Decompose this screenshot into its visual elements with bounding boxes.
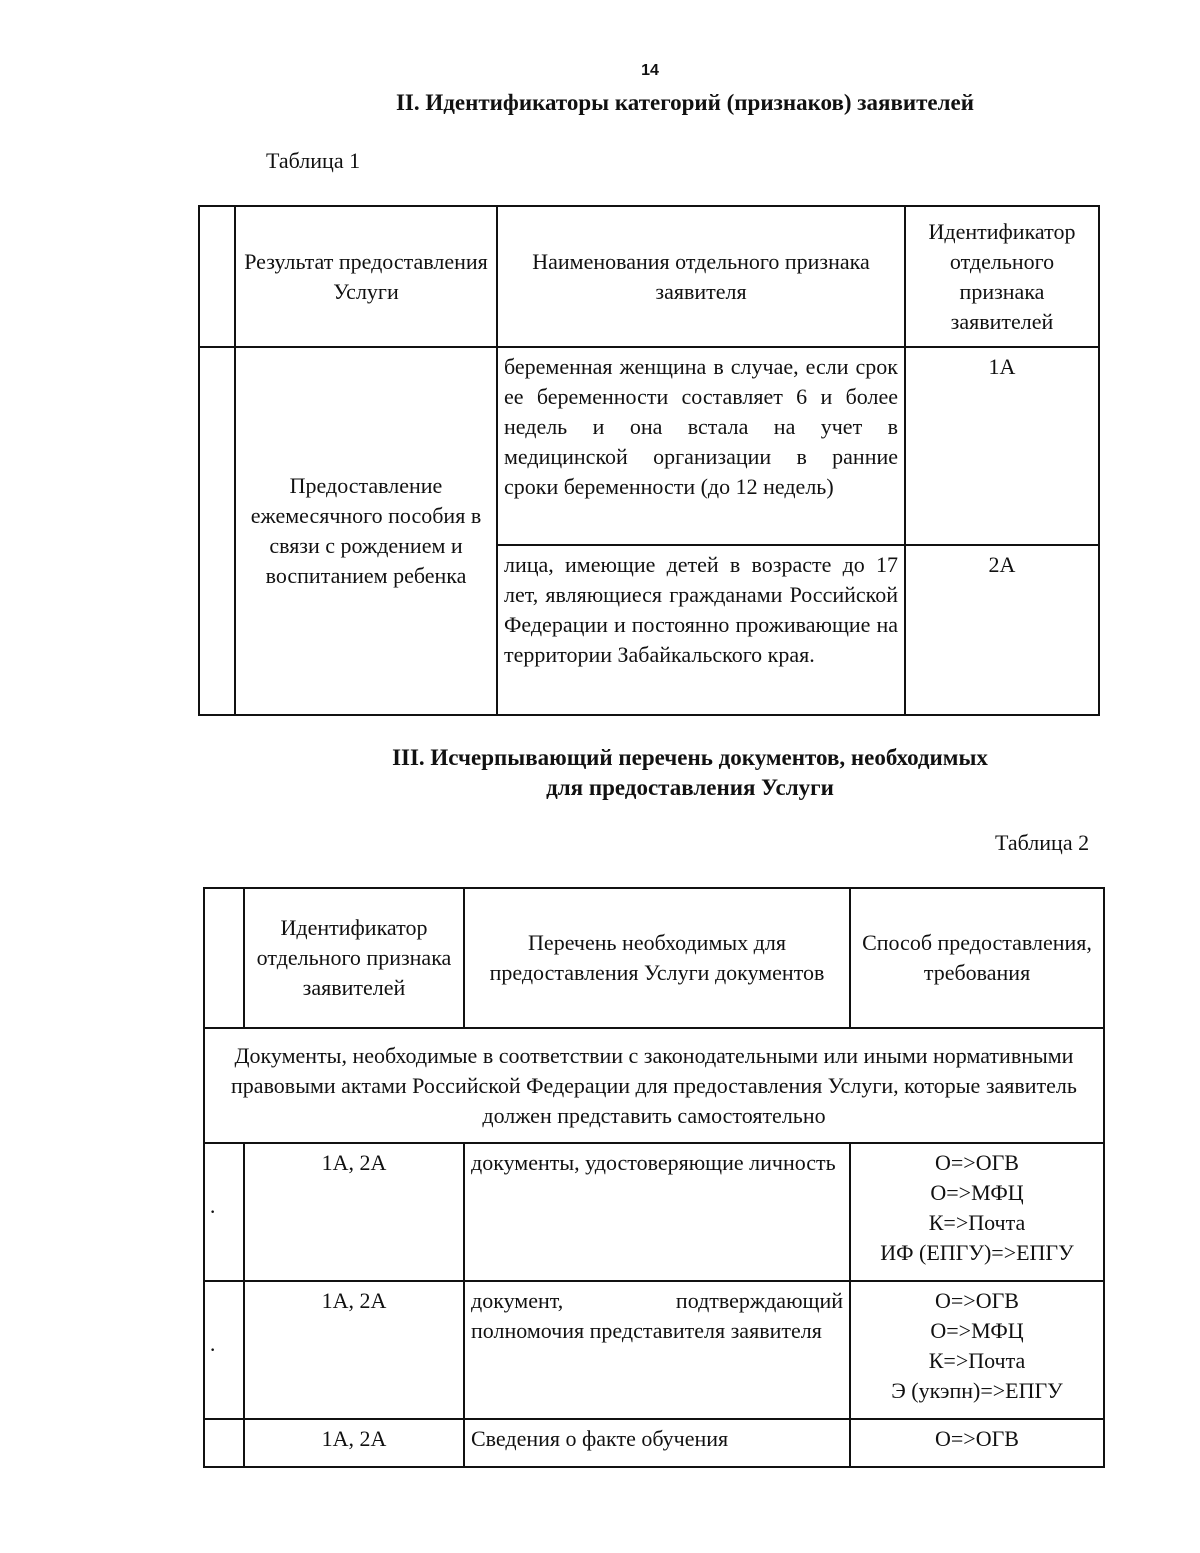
table-row (204, 1419, 1104, 1467)
category-id: 1А (905, 347, 1099, 545)
table-2-caption: Таблица 2 (995, 830, 1090, 855)
row-document: документы, удостоверяющие личность (464, 1143, 850, 1281)
header-name: Наименования отдельного признака заявителя (497, 206, 905, 347)
row-methods (850, 1281, 1104, 1419)
row-ids: 1А, 2А (244, 1419, 464, 1467)
row-ids: 1А, 2А (244, 1281, 464, 1419)
method-item: ИФ (ЕПГУ)=>ЕПГУ (880, 1240, 1074, 1265)
method-item: К=>Почта (928, 1348, 1026, 1373)
category-id: 2А (905, 545, 1099, 715)
table-row (204, 1281, 1104, 1419)
group-title: Документы, необходимые в соответствии с законодательными или иными нормативными правовыми актами Российской Федерации для предоставления Услуги, которые заявитель должен представить самостоятельно (204, 1028, 1104, 1143)
method-item: К=>Почта (928, 1210, 1026, 1235)
header-identifier: Идентификатор отдельного признака заявителей (905, 206, 1099, 347)
method-item: О=>МФЦ (930, 1318, 1024, 1343)
service-result-cell: Предоставление ежемесячного пособия в связи с рождением и воспитанием ребенка (235, 347, 497, 715)
method-item: О=>ОГВ (935, 1288, 1019, 1313)
section-3-title-line-1: III. Исчерпывающий перечень документов, необходимых (392, 745, 988, 770)
section-3-title-line-2: для предоставления Услуги (546, 775, 834, 800)
row-ids: 1А, 2А (244, 1143, 464, 1281)
table-row (199, 347, 1099, 545)
method-item: О=>МФЦ (930, 1180, 1024, 1205)
table-1-caption: Таблица 1 (266, 148, 361, 173)
section-3-title (300, 743, 1080, 803)
method-item: О=>ОГВ (935, 1150, 1019, 1175)
table-1-empty-cell (199, 347, 235, 715)
header-result: Результат предоставления Услуги (235, 206, 497, 347)
category-description: беременная женщина в случае, если срок ее беременности составляет 6 и более недель и она встала на учет в медицинской организации в ранние сроки беременности (до 12 недель) (497, 347, 905, 545)
table-row (204, 1143, 1104, 1281)
row-document: документ, подтверждающий полномочия представителя заявителя (464, 1281, 850, 1419)
method-item: О=>ОГВ (935, 1426, 1019, 1451)
table-1-header-row (199, 206, 1099, 347)
method-item: Э (укэпн)=>ЕПГУ (891, 1378, 1063, 1403)
category-description: лица, имеющие детей в возрасте до 17 лет, являющиеся гражданами Российской Федерации и постоянно проживающие на территории Забайкальского края. (497, 545, 905, 715)
header-documents: Перечень необходимых для предоставления Услуги документов (464, 888, 850, 1028)
row-document: Сведения о факте обучения (464, 1419, 850, 1467)
table-2 (203, 887, 1105, 1468)
header-method: Способ предоставления, требования (850, 888, 1104, 1028)
row-methods (850, 1419, 1104, 1467)
table-2-header-row (204, 888, 1104, 1028)
row-mark: · (204, 1143, 244, 1281)
group-title-row (204, 1028, 1104, 1143)
table-1-empty-header (199, 206, 235, 347)
row-methods (850, 1143, 1104, 1281)
table-2-empty-header (204, 888, 244, 1028)
row-mark: · (204, 1281, 244, 1419)
page-number: 14 (641, 62, 659, 79)
section-2-title: II. Идентификаторы категорий (признаков) заявителей (395, 90, 975, 115)
header-identifier: Идентификатор отдельного признака заявителей (244, 888, 464, 1028)
table-1 (198, 205, 1100, 716)
row-mark (204, 1419, 244, 1467)
